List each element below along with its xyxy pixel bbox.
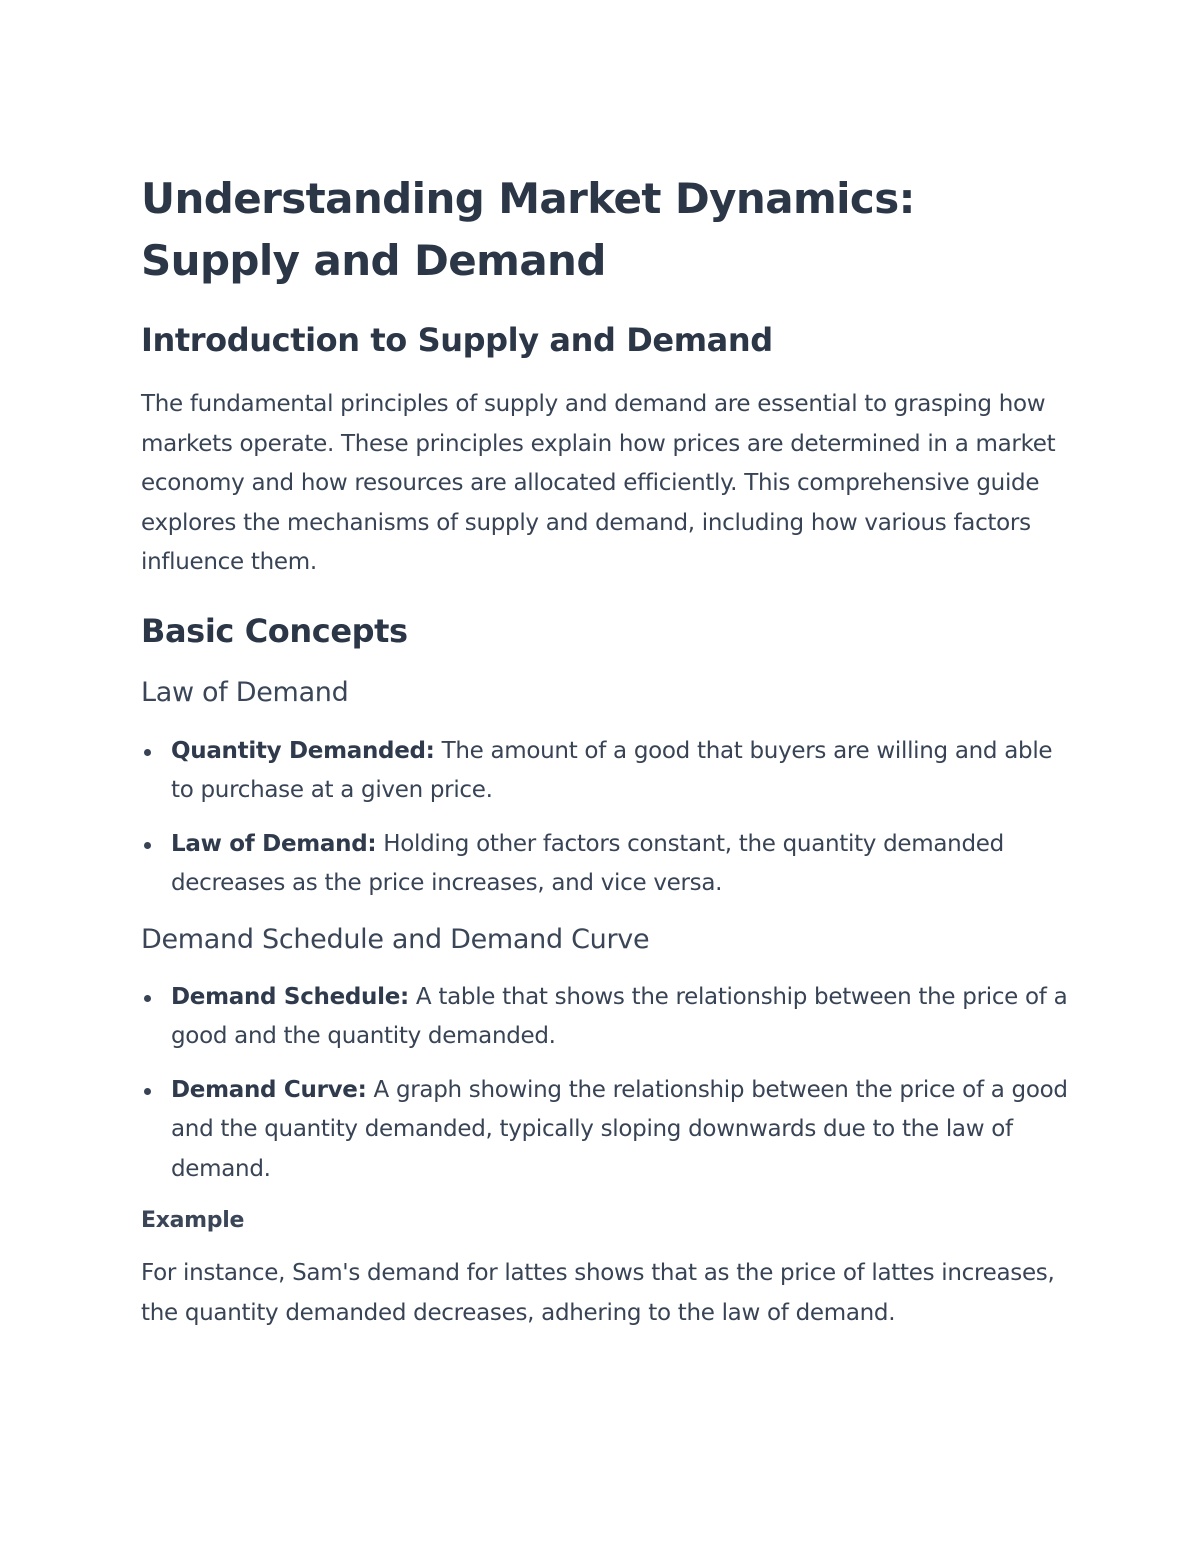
list-item (141, 825, 1071, 904)
law-of-demand-list (141, 732, 1071, 904)
subsection-heading-demand-schedule-and-curve: Demand Schedule and Demand Curve (141, 923, 650, 955)
section-heading-introduction: Introduction to Supply and Demand (141, 321, 773, 359)
demand-schedule-list (141, 978, 1071, 1190)
document-page (141, 168, 1071, 1333)
introduction-paragraph: The fundamental principles of supply and demand are essential to grasping how markets operate. These principles explain how prices are determined in a market economy and how resources are allocated efficiently. This comprehensive guide explores the mechanisms of supply and demand, including how various factors influence them. (141, 391, 1056, 575)
example-heading: Example (141, 1208, 245, 1233)
list-item (141, 732, 1071, 811)
list-item-text: The amount of a good that buyers are willing and able to purchase at a given price. (171, 737, 1053, 803)
section-heading-basic-concepts: Basic Concepts (141, 611, 408, 650)
subsection-heading-law-of-demand: Law of Demand (141, 676, 349, 708)
list-item-text: A graph showing the relationship between the price of a good and the quantity demanded, typically sloping downwards due to the law of demand. (171, 1076, 1068, 1182)
document-title: Understanding Market Dynamics: Supply and Demand (141, 174, 915, 285)
list-item-term: Law of Demand: (171, 830, 377, 857)
list-item-term: Demand Curve: (171, 1076, 367, 1103)
list-item-term: Quantity Demanded: (171, 737, 435, 764)
example-paragraph: For instance, Sam's demand for lattes shows that as the price of lattes increases, the quantity demanded decreases, adhering to the law of demand. (141, 1260, 1055, 1326)
list-item-term: Demand Schedule: (171, 983, 409, 1010)
list-item (141, 978, 1071, 1057)
list-item-text: Holding other factors constant, the quantity demanded decreases as the price increases, and vice versa. (171, 830, 1004, 896)
list-item-text: A table that shows the relationship between the price of a good and the quantity demanded. (171, 983, 1068, 1049)
list-item (141, 1071, 1071, 1190)
